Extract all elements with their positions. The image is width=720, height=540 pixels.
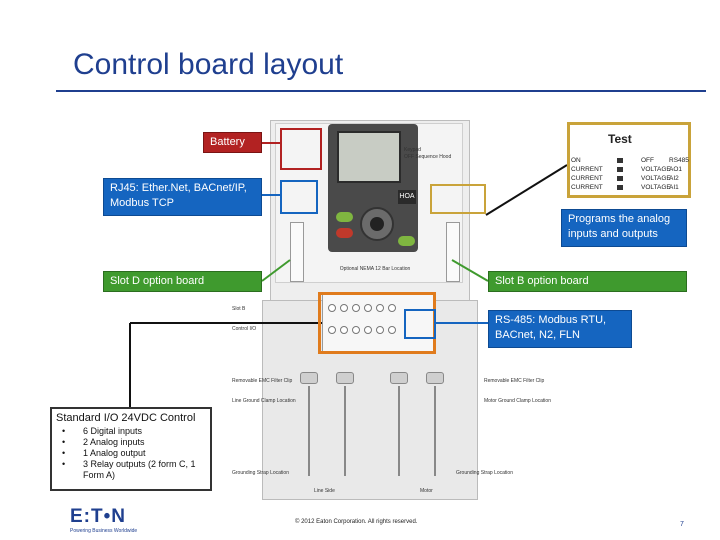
keypad-callout: Keypad [404,147,421,153]
rj45-outline [280,180,318,214]
removable-emc-left-label: Removable EMC Filter Clip [232,378,293,384]
slot-b-callout: Slot B option board [488,271,687,292]
test-row-name: RS485 [669,157,689,164]
test-row-left: ON [571,157,581,164]
removable-emc-right-label: Removable EMC Filter Clip [484,378,545,384]
standard-io-box [50,407,212,491]
keypad-callout-sub: OFF Sequence Hood [404,154,452,160]
motor-label: Motor [420,488,433,494]
test-row-state: VOLTAGE [641,166,671,173]
test-row-name: AO1 [669,166,683,173]
slot-d-callout: Slot D option board [103,271,262,292]
optional-nema-label: Optional NEMA 12 Bar Location [339,266,411,272]
test-row-state: VOLTAGE [641,184,671,191]
standard-io-list [56,426,206,481]
dip-switch [617,158,623,163]
line-ground-label: Line Ground Clamp Location [232,398,296,404]
grounding-strap-right-label: Grounding Strap Location [456,470,513,476]
dip-switch [617,167,623,172]
standard-io-item: • 1 Analog output [56,448,206,459]
control-io-tag: Control I/O [232,326,257,332]
grounding-strap-left-label: Grounding Strap Location [232,470,289,476]
test-row-left: CURRENT [571,175,603,182]
standard-io-heading: Standard I/O 24VDC Control [56,412,196,424]
test-panel-title: Test [608,132,632,146]
standard-io-item: • 6 Digital inputs [56,426,206,437]
line-side-label: Line Side [314,488,335,494]
test-row-left: CURRENT [571,184,603,191]
test-row-state: OFF [641,157,654,164]
motor-ground-label: Motor Ground Clamp Location [484,398,551,404]
eaton-logo: E:T•N [70,506,126,527]
test-row-left: CURRENT [571,166,603,173]
standard-io-item: • 3 Relay outputs (2 form C, 1 Form A) [56,459,206,481]
hoa-label: HOA [398,190,416,204]
dip-switch [617,176,623,181]
eaton-tagline: Powering Business Worldwide [70,528,138,534]
page-number: 7 [680,521,684,528]
dip-switch [617,185,623,190]
rj45-callout: RJ45: Ether.Net, BACnet/IP, Modbus TCP [103,178,262,216]
test-row-state: VOLTAGE [641,175,671,182]
rs485-callout: RS-485: Modbus RTU, BACnet, N2, FLN [488,310,632,348]
test-row-name: AI1 [669,184,679,191]
rs485-outline [404,309,436,339]
battery-outline [280,128,322,170]
slide-title: Control board layout [73,48,344,81]
test-switch-outline [430,184,486,214]
copyright-text: © 2012 Eaton Corporation. All rights reserved. [295,519,418,525]
analog-callout: Programs the analog inputs and outputs [561,209,687,247]
standard-io-item: • 2 Analog inputs [56,437,206,448]
slot-b-tag: Slot B [232,306,246,312]
test-row-name: AI2 [669,175,679,182]
battery-callout: Battery [203,132,262,153]
